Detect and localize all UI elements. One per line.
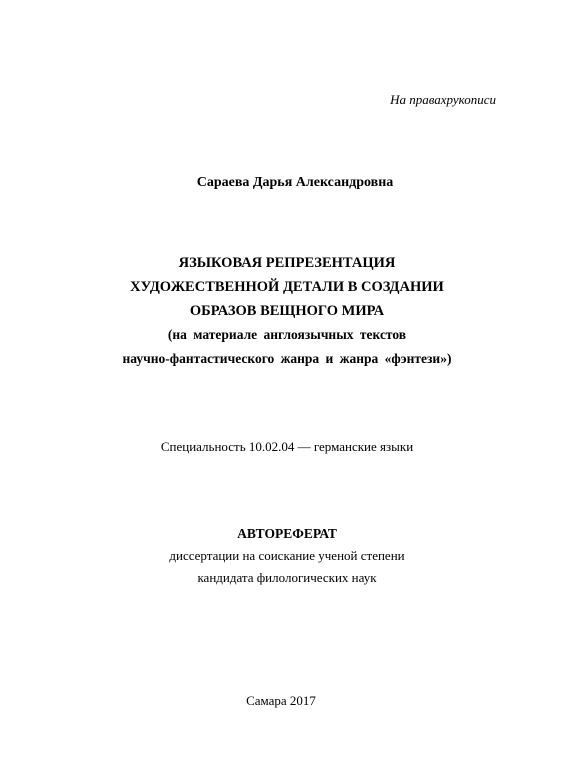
abstract-degree-line: диссертации на соискание ученой степени — [169, 548, 405, 563]
manuscript-rights-note: На правахрукописи — [390, 92, 496, 107]
subtitle-line-2: научно-фантастического жанра и жанра «фэнтези») — [122, 351, 452, 366]
abstract-field-line: кандидата филологических наук — [197, 570, 377, 585]
title-line-1: ЯЗЫКОВАЯ РЕПРЕЗЕНТАЦИЯ — [178, 255, 396, 271]
author-name: Сараева Дарья Александровна — [196, 175, 394, 190]
abstract-heading: АВТОРЕФЕРАТ — [237, 526, 337, 541]
title-line-3: ОБРАЗОВ ВЕЩНОГО МИРА — [189, 303, 385, 319]
subtitle-line-1: (на материале англоязычных текстов — [167, 327, 407, 342]
specialty-line: Специальность 10.02.04 — германские языки — [160, 439, 414, 454]
city-year: Самара 2017 — [246, 693, 316, 708]
title-line-2: ХУДОЖЕСТВЕННОЙ ДЕТАЛИ В СОЗДАНИИ — [130, 279, 444, 295]
